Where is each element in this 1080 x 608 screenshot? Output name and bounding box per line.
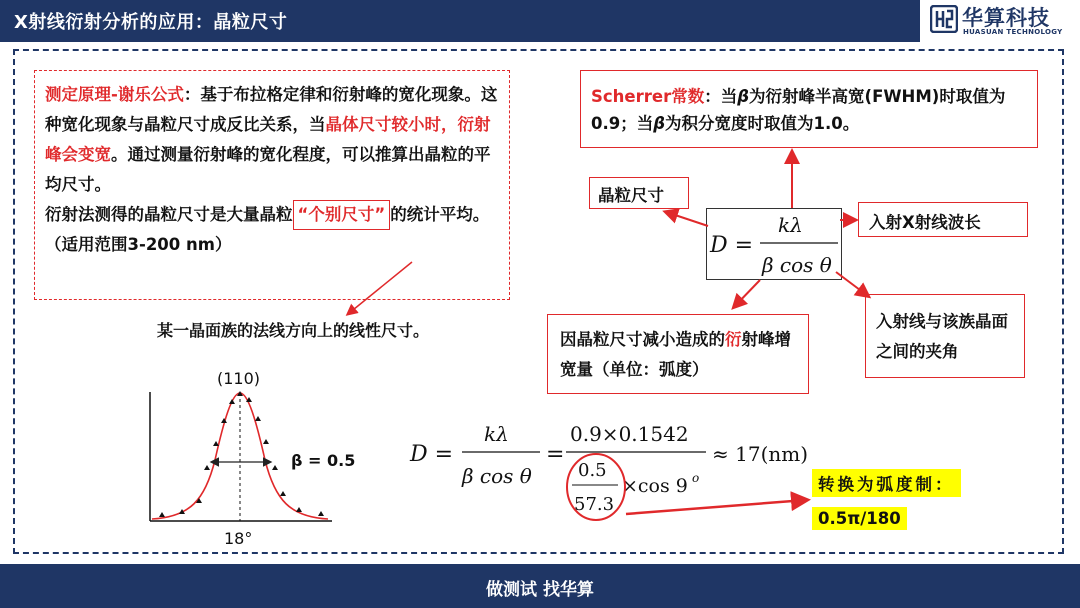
footer-bar [0, 564, 1080, 608]
calc-denominator: β cos θ [462, 464, 532, 488]
calc-frac-bottom: 57.3 [574, 494, 615, 515]
calc-lhs: D = [410, 442, 454, 467]
calc-numerator-2: 0.9×0.1542 [570, 422, 689, 446]
calc-times-cos: ×cos 9 [622, 475, 688, 497]
scherrer-constant-box: Scherrer常数：当β为衍射峰半高宽(FWHM)时取值为0.9；当β为积分宽度时取值为1.0。 [580, 70, 1038, 148]
arrow-to-grain [666, 212, 708, 226]
calc-degree: o [692, 471, 700, 485]
angle-label: 入射线与该族晶面之间的夹角 [865, 294, 1025, 378]
principle-body-2: 。通过测量衍射峰的宽化程度，可以推算出晶粒的平均尺寸。 [45, 145, 491, 194]
broadening-label: 因晶粒尺寸减小造成的衍射峰增宽量（单位：弧度） [547, 314, 809, 394]
principle-highlight: 晶体尺寸较小时，衍射峰会变宽 [45, 115, 491, 164]
peak-label: (110) [217, 369, 261, 388]
page-title: X射线衍射分析的应用：晶粒尺寸 [14, 12, 288, 33]
calc-numerator: kλ [484, 422, 509, 446]
principle-label: 测定原理-谢乐公式 [45, 85, 184, 104]
principle-body-3: 衍射法测得的晶粒尺寸是大量晶粒 [45, 205, 293, 224]
logo-text-en: HUASUAN TECHNOLOGY [963, 28, 1063, 36]
calculation [409, 422, 808, 520]
wavelength-label: 入射X射线波长 [858, 202, 1028, 237]
logo-text-cn: 华算科技 [962, 6, 1050, 30]
calc-equals: = [546, 442, 565, 467]
scherrer-label: Scherrer常数 [591, 87, 705, 106]
footer-slogan: 做测试 找华算 [486, 580, 594, 600]
formula-denominator: β cos θ [762, 253, 832, 277]
grain-size-label: 晶粒尺寸 [589, 177, 689, 209]
calc-result: ≈ 17(nm) [712, 442, 809, 466]
beta-label: β = 0.5 [291, 451, 356, 470]
arrow-to-conversion [626, 500, 806, 514]
peak-plot [150, 369, 355, 548]
conversion-note-line1: 转换为弧度制： [812, 469, 961, 497]
size-note: 某一晶面族的法线方向上的线性尺寸。 [157, 321, 430, 340]
calc-frac-top: 0.5 [578, 460, 607, 481]
principle-text: 测定原理-谢乐公式：基于布拉格定律和衍射峰的宽化现象。这种宽化现象与晶粒尺寸成反比关系，当晶体尺寸较小时，衍射峰会变宽。通过测量衍射峰的宽化程度，可以推算出晶粒的平均尺寸。 衍射法测得的晶粒尺寸是大量晶粒 “个别尺寸” 的统计平均。（适用范围3-200 nm） [45, 85, 498, 254]
individual-size-box: “个别尺寸” [293, 200, 391, 230]
arrow-to-angle [836, 272, 868, 296]
x-position-label: 18° [224, 529, 253, 548]
arrow-to-broadening [734, 280, 760, 307]
principle-body-1: 基于布拉格定律和衍射峰的宽化现象。这种宽化现象与晶粒尺寸成反比关系，当 [45, 85, 498, 134]
conversion-note-line2: 0.5π/180 [812, 507, 907, 530]
formula-lhs: D = [710, 233, 754, 258]
formula-numerator: kλ [778, 213, 803, 237]
principle-body-4: 的统计平均。（适用范围3-200 nm） [45, 205, 490, 254]
arrow-to-note [348, 262, 412, 314]
